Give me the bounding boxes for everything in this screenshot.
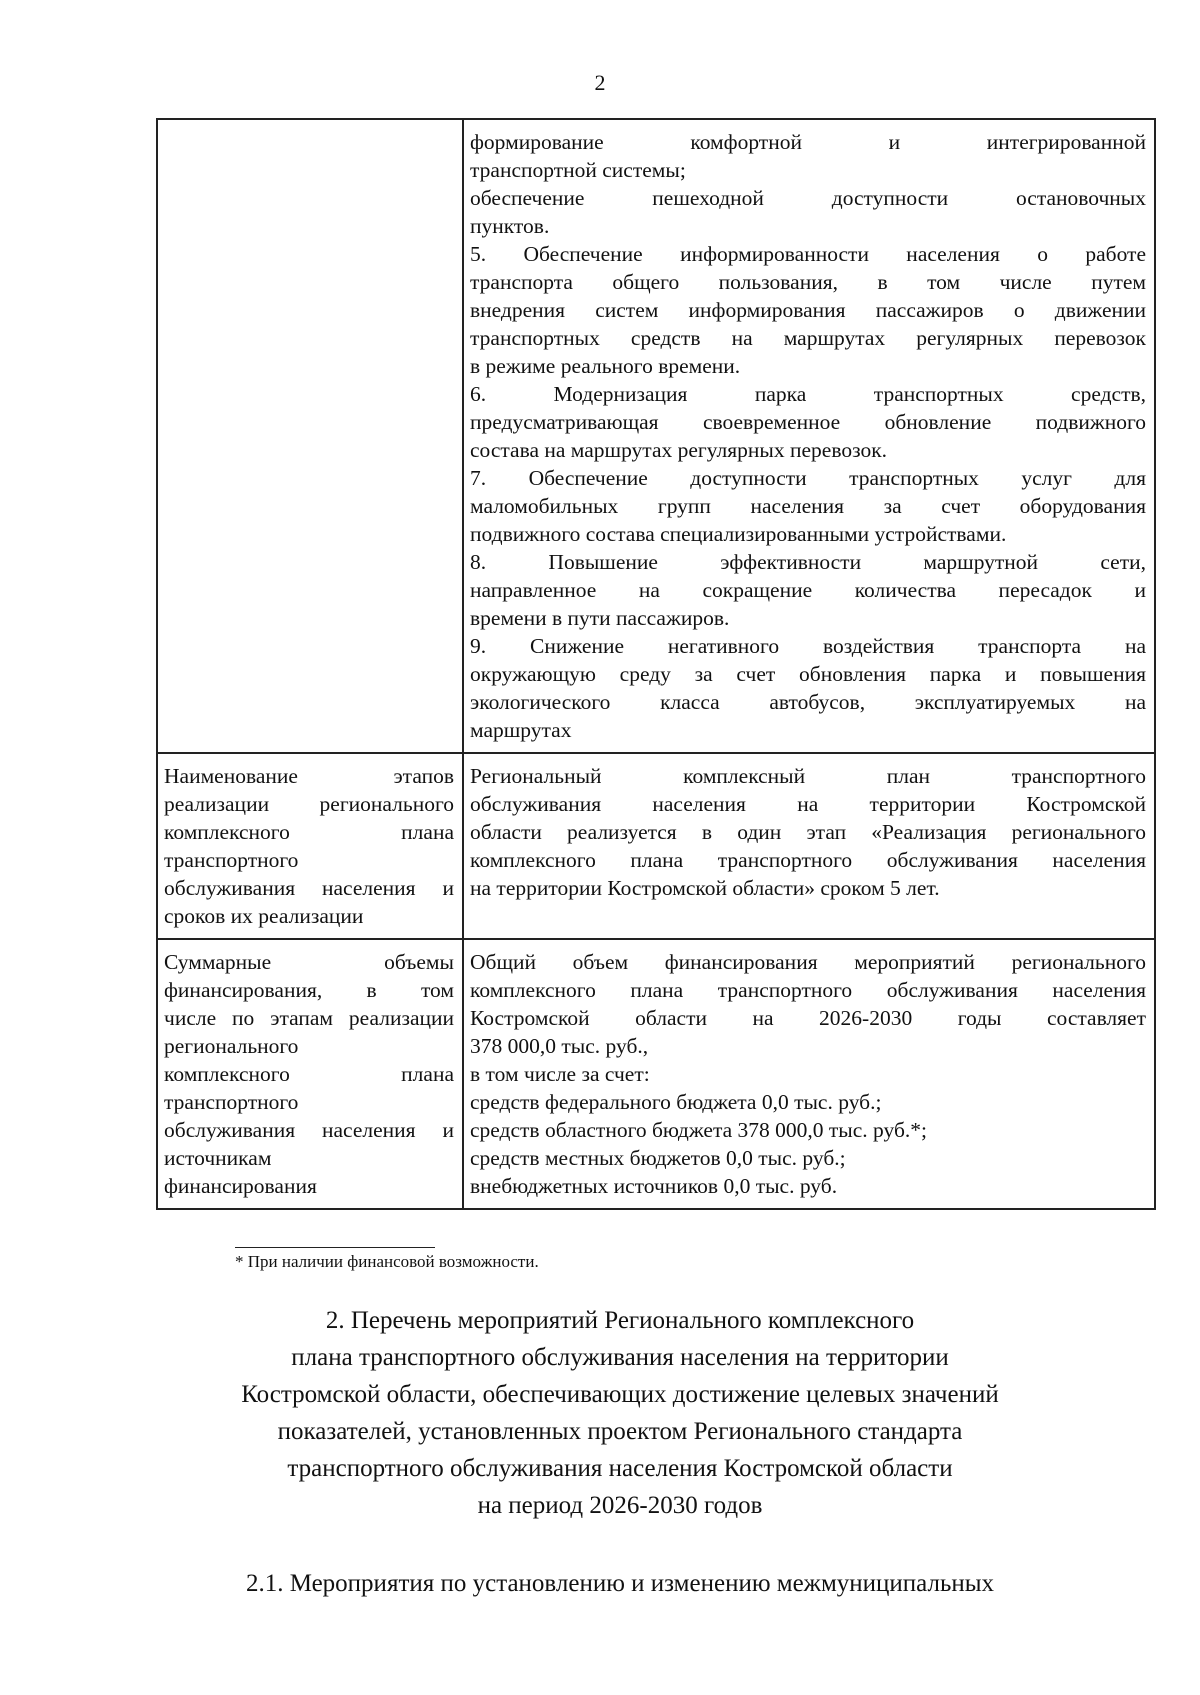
footnote: * При наличии финансовой возможности. — [235, 1252, 539, 1271]
text-line: 5. Обеспечение информированности населения о работе — [470, 242, 1146, 266]
text-line: области реализуется в один этап «Реализация регионального — [470, 820, 1146, 844]
footnote-divider — [235, 1247, 435, 1248]
text-line: транспортной системы; — [470, 158, 686, 182]
text-line: на территории Костромской области» сроком 5 лет. — [470, 876, 940, 900]
text-line: Региональный комплексный план транспортного — [470, 764, 1146, 788]
text-line: регионального — [164, 1034, 299, 1058]
text-line: внедрения систем информирования пассажиров о движении — [470, 298, 1146, 322]
text-line: состава на маршрутах регулярных перевозок. — [470, 438, 888, 462]
text-line: реализации регионального — [164, 792, 454, 816]
text-line: средств федерального бюджета 0,0 тыс. руб.; — [470, 1090, 882, 1114]
text-line: Костромской области на 2026-2030 годы составляет — [470, 1006, 1146, 1030]
text-line: комплексного плана — [164, 1062, 454, 1086]
text-line: 9. Снижение негативного воздействия транспорта на — [470, 634, 1146, 658]
text-line: экологического класса автобусов, эксплуатируемых на — [470, 690, 1146, 714]
text-line: транспортного — [164, 1090, 299, 1114]
text-line: 7. Обеспечение доступности транспортных услуг для — [470, 466, 1146, 490]
text-line: Общий объем финансирования мероприятий регионального — [470, 950, 1146, 974]
section-title — [0, 1302, 1200, 1524]
row3-left-cell — [157, 939, 463, 1209]
row1-right-cell — [463, 119, 1155, 753]
text-line: направленное на сокращение количества пересадок и — [470, 578, 1146, 602]
table-row — [157, 939, 1155, 1209]
section-title-line: 2. Перечень мероприятий Регионального комплексного — [325, 1307, 915, 1334]
text-line: средств местных бюджетов 0,0 тыс. руб.; — [470, 1146, 846, 1170]
text-line: средств областного бюджета 378 000,0 тыс. руб.*; — [470, 1118, 928, 1142]
subsection-title: 2.1. Мероприятия по установлению и изменению межмуниципальных — [245, 1570, 995, 1597]
table-row — [157, 119, 1155, 753]
text-line: маломобильных групп населения за счет оборудования — [470, 494, 1146, 518]
section-title-line: на период 2026-2030 годов — [477, 1492, 763, 1519]
table-row — [157, 753, 1155, 939]
text-line: подвижного состава специализированными устройствами. — [470, 522, 1007, 546]
section-title-line: показателей, установленных проектом Регионального стандарта — [277, 1418, 963, 1445]
text-line: предусматривающая своевременное обновление подвижного — [470, 410, 1146, 434]
text-line: комплексного плана транспортного обслуживания населения — [470, 848, 1146, 872]
text-line: 6. Модернизация парка транспортных средств, — [470, 382, 1146, 406]
passport-table — [156, 118, 1156, 1210]
section-title-line: транспортного обслуживания населения Костромской области — [287, 1455, 953, 1482]
text-line: финансирования — [164, 1174, 317, 1198]
text-line: формирование комфортной и интегрированной — [470, 130, 1146, 154]
text-line: транспортных средств на маршрутах регулярных перевозок — [470, 326, 1146, 350]
text-line: 8. Повышение эффективности маршрутной сети, — [470, 550, 1146, 574]
text-line: обслуживания населения на территории Костромской — [470, 792, 1146, 816]
text-line: 378 000,0 тыс. руб., — [470, 1034, 649, 1058]
row2-right-cell — [463, 753, 1155, 939]
row3-right-cell — [463, 939, 1155, 1209]
text-line: в режиме реального времени. — [470, 354, 741, 378]
text-line: числе по этапам реализации — [164, 1006, 454, 1030]
text-line: обслуживания населения и — [164, 876, 454, 900]
page-number: 2 — [594, 70, 606, 95]
row2-left-cell — [157, 753, 463, 939]
text-line: в том числе за счет: — [470, 1062, 650, 1086]
text-line: пунктов. — [470, 214, 550, 238]
text-line: Наименование этапов — [164, 764, 454, 788]
text-line: финансирования, в том — [164, 978, 454, 1002]
text-line: окружающую среду за счет обновления парка и повышения — [470, 662, 1146, 686]
text-line: внебюджетных источников 0,0 тыс. руб. — [470, 1174, 838, 1198]
row1-left-cell — [157, 119, 463, 753]
section-title-line: Костромской области, обеспечивающих достижение целевых значений — [241, 1381, 999, 1408]
text-line: обеспечение пешеходной доступности остановочных — [470, 186, 1146, 210]
text-line: транспорта общего пользования, в том числе путем — [470, 270, 1146, 294]
text-line: времени в пути пассажиров. — [470, 606, 730, 630]
text-line: источникам — [164, 1146, 272, 1170]
text-line: комплексного плана транспортного обслуживания населения — [470, 978, 1146, 1002]
text-line: комплексного плана — [164, 820, 454, 844]
text-line: обслуживания населения и — [164, 1118, 454, 1142]
text-line: сроков их реализации — [164, 904, 364, 928]
text-line: Суммарные объемы — [164, 950, 454, 974]
text-line: маршрутах — [470, 718, 572, 742]
section-title-line: плана транспортного обслуживания населения на территории — [291, 1344, 949, 1371]
text-line: транспортного — [164, 848, 299, 872]
